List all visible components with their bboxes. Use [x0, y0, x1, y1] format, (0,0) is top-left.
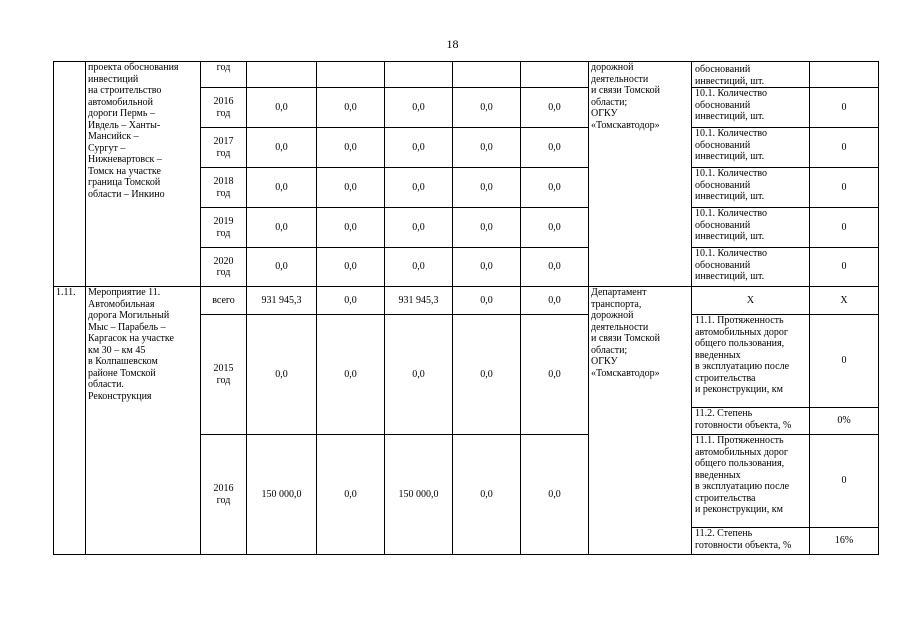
indicator-cell: Х [692, 287, 810, 315]
value-cell: 0,0 [247, 88, 317, 128]
value-cell: 0,0 [385, 315, 453, 435]
year-cell: 2018 год [201, 168, 247, 208]
value-cell [521, 62, 589, 88]
row-number-cell [54, 62, 86, 287]
indicator-value-cell [810, 62, 879, 88]
year-cell: 2017 год [201, 128, 247, 168]
year-cell: 2016 год [201, 88, 247, 128]
value-cell: 0,0 [453, 88, 521, 128]
value-cell: 0,0 [453, 128, 521, 168]
indicator-value-cell: 0% [810, 408, 879, 435]
row-number-cell: 1.11. [54, 287, 86, 555]
value-cell: 0,0 [521, 315, 589, 435]
value-cell: 0,0 [385, 88, 453, 128]
year-cell: 2016 год [201, 435, 247, 555]
value-cell: 0,0 [247, 168, 317, 208]
table-row [54, 287, 879, 315]
value-cell: 0,0 [453, 168, 521, 208]
value-cell [385, 62, 453, 88]
indicator-cell: 11.1. Протяженность автомобильных дорог общего пользования, введенных в эксплуатацию после строительства и реконструкции, км [692, 315, 810, 408]
indicator-cell: 10.1. Количество обоснований инвестиций, шт. [692, 128, 810, 168]
value-cell [247, 62, 317, 88]
value-cell: 150 000,0 [247, 435, 317, 555]
indicator-value-cell: 16% [810, 528, 879, 555]
year-cell: 2020 год [201, 248, 247, 287]
indicator-cell: 10.1. Количество обоснований инвестиций, шт. [692, 168, 810, 208]
executor-cell: Департамент транспорта, дорожной деятельности и связи Томской области; ОГКУ «Томскавтодор» [589, 287, 692, 555]
value-cell: 0,0 [521, 208, 589, 248]
activity-title: проекта обоснования инвестиций на строительство автомобильной дороги Пермь – Ивдель – Ханты- Мансийск – Сургут – Нижневартовск – Томск на участке граница Томской области – Инкино [86, 62, 201, 287]
value-cell: 0,0 [247, 208, 317, 248]
value-cell: 931 945,3 [247, 287, 317, 315]
value-cell: 0,0 [317, 248, 385, 287]
indicator-cell: 11.1. Протяженность автомобильных дорог общего пользования, введенных в эксплуатацию после строительства и реконструкции, км [692, 435, 810, 528]
year-cell: всего [201, 287, 247, 315]
value-cell: 0,0 [317, 287, 385, 315]
value-cell: 0,0 [385, 168, 453, 208]
value-cell: 0,0 [247, 128, 317, 168]
year-cell: 2015 год [201, 315, 247, 435]
value-cell: 0,0 [453, 435, 521, 555]
value-cell: 0,0 [317, 168, 385, 208]
value-cell: 0,0 [247, 248, 317, 287]
year-cell: год [201, 62, 247, 88]
value-cell: 0,0 [385, 208, 453, 248]
indicator-value-cell: 0 [810, 208, 879, 248]
indicator-value-cell: 0 [810, 435, 879, 528]
value-cell: 0,0 [521, 168, 589, 208]
indicator-value-cell: Х [810, 287, 879, 315]
indicator-cell: 11.2. Степень готовности объекта, % [692, 408, 810, 435]
value-cell: 931 945,3 [385, 287, 453, 315]
value-cell: 0,0 [385, 128, 453, 168]
executor-cell: дорожной деятельности и связи Томской области; ОГКУ «Томскавтодор» [589, 62, 692, 287]
value-cell: 0,0 [521, 287, 589, 315]
value-cell: 0,0 [317, 208, 385, 248]
program-table [53, 61, 879, 555]
indicator-cell: 11.2. Степень готовности объекта, % [692, 528, 810, 555]
page-number: 18 [446, 37, 459, 51]
year-cell: 2019 год [201, 208, 247, 248]
value-cell: 0,0 [521, 128, 589, 168]
activity-title: Мероприятие 11. Автомобильная дорога Могильный Мыс – Парабель – Каргасок на участке км 30 – км 45 в Колпашевском районе Томской области. Реконструкция [86, 287, 201, 555]
indicator-cell: 10.1. Количество обоснований инвестиций, шт. [692, 208, 810, 248]
value-cell: 0,0 [521, 435, 589, 555]
indicator-cell: 10.1. Количество обоснований инвестиций, шт. [692, 248, 810, 287]
value-cell: 0,0 [521, 248, 589, 287]
value-cell: 0,0 [385, 248, 453, 287]
value-cell: 0,0 [317, 88, 385, 128]
value-cell: 0,0 [317, 315, 385, 435]
indicator-value-cell: 0 [810, 315, 879, 408]
value-cell: 0,0 [453, 248, 521, 287]
indicator-value-cell: 0 [810, 128, 879, 168]
value-cell: 0,0 [521, 88, 589, 128]
value-cell: 150 000,0 [385, 435, 453, 555]
indicator-cell: обоснований инвестиций, шт. [692, 62, 810, 88]
table-row [54, 62, 879, 88]
value-cell: 0,0 [317, 435, 385, 555]
value-cell: 0,0 [453, 287, 521, 315]
value-cell [453, 62, 521, 88]
indicator-value-cell: 0 [810, 88, 879, 128]
value-cell: 0,0 [453, 208, 521, 248]
value-cell: 0,0 [317, 128, 385, 168]
value-cell: 0,0 [453, 315, 521, 435]
indicator-value-cell: 0 [810, 248, 879, 287]
indicator-cell: 10.1. Количество обоснований инвестиций, шт. [692, 88, 810, 128]
value-cell: 0,0 [247, 315, 317, 435]
value-cell [317, 62, 385, 88]
indicator-value-cell: 0 [810, 168, 879, 208]
